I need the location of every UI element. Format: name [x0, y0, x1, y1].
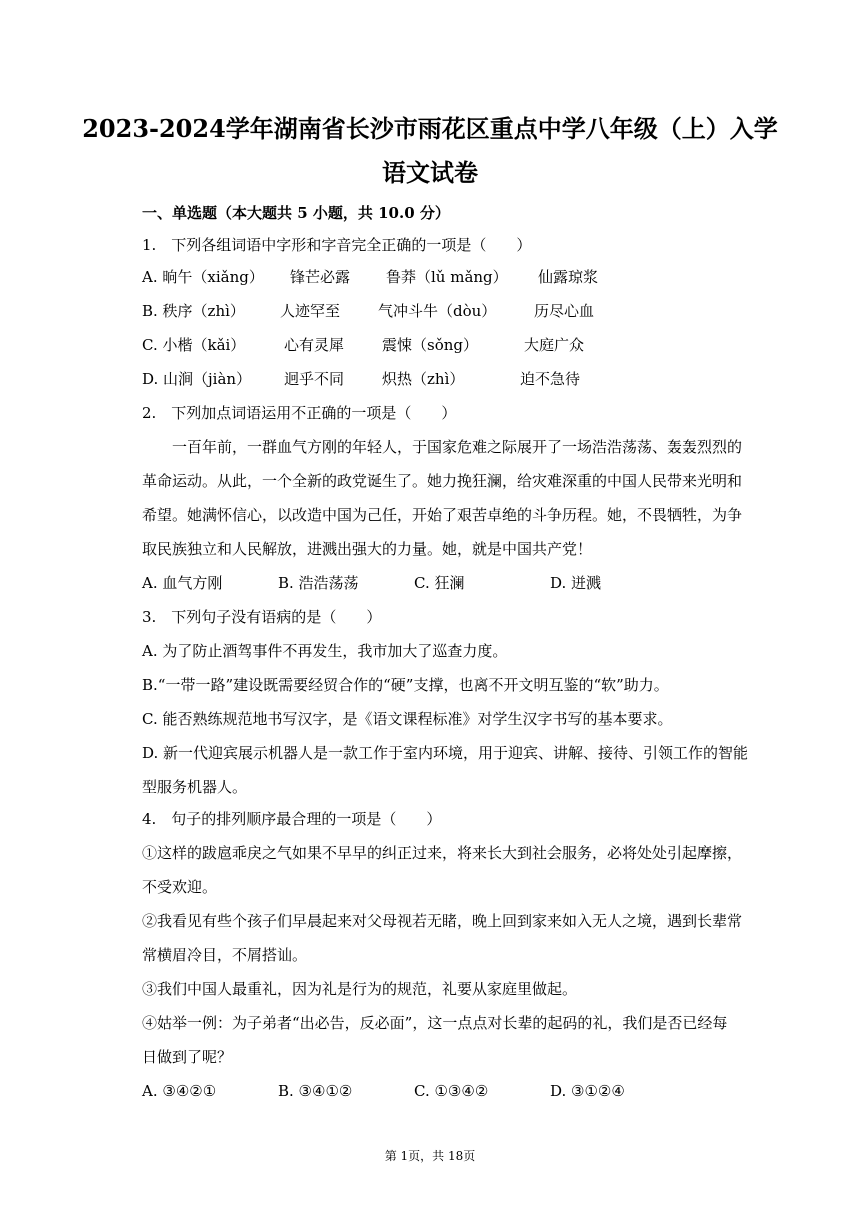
- question-3-stem: 3. 下列句子没有语病的是（ ）: [142, 608, 382, 626]
- q1-option-a-4: 仙露琼浆: [538, 268, 599, 286]
- q1-option-d-1: D. 山涧（jiàn）: [142, 370, 252, 388]
- q4-sentence-2: ②我看见有些个孩子们早晨起来对父母视若无睹，晚上回到家来如入无人之境，遇到长辈常: [142, 912, 743, 930]
- q4-sentence-4: ④姑举一例：为子弟者“出必告，反必面”，这一点点对长辈的起码的礼，我们是否已经每: [142, 1014, 728, 1032]
- q1-option-a-2: 锋芒必露: [290, 268, 351, 286]
- q1-option-b-1: B. 秩序（zhì）: [142, 302, 245, 320]
- q4-option-c: C. ①③④②: [414, 1082, 489, 1100]
- q1-option-a-3: 鲁莽（lǔ mǎng）: [386, 268, 508, 286]
- q1-option-d-2: 迥乎不同: [284, 370, 345, 388]
- q4-sentence-2-cont: 常横眉冷目，不屑搭讪。: [142, 946, 308, 964]
- question-2-stem: 2. 下列加点词语运用不正确的一项是（ ）: [142, 404, 457, 422]
- q2-option-c: C. 狂澜: [414, 574, 465, 592]
- q4-option-b: B. ③④①②: [278, 1082, 353, 1100]
- q2-option-d: D. 迸溅: [550, 574, 602, 592]
- exam-title-line1: 2023-2024学年湖南省长沙市雨花区重点中学八年级（上）入学: [82, 114, 778, 143]
- q1-option-b-2: 人迹罕至: [280, 302, 341, 320]
- q2-passage-line-2: 革命运动。从此，一个全新的政党诞生了。她力挽狂澜，给灾难深重的中国人民带来光明和: [142, 472, 743, 490]
- q3-option-a: A. 为了防止酒驾事件不再发生，我市加大了巡查力度。: [142, 642, 508, 660]
- q1-option-a-1: A. 晌午（xiǎng）: [142, 268, 264, 286]
- q1-option-b-3: 气冲斗牛（dòu）: [378, 302, 497, 320]
- q2-passage-line-1: 一百年前，一群血气方刚的年轻人，于国家危难之际展开了一场浩浩荡荡、轰轰烈烈的: [142, 438, 743, 456]
- q1-option-d-3: 炽热（zhì）: [382, 370, 465, 388]
- q4-sentence-1: ①这样的跋扈乖戾之气如果不早早的纠正过来，将来长大到社会服务，必将处处引起摩擦，: [142, 844, 743, 862]
- q3-option-d: D. 新一代迎宾展示机器人是一款工作于室内环境，用于迎宾、讲解、接待、引领工作的智能: [142, 744, 749, 762]
- q3-option-c: C. 能否熟练规范地书写汉字，是《语文课程标准》对学生汉字书写的基本要求。: [142, 710, 673, 728]
- question-1-stem: 1. 下列各组词语中字形和字音完全正确的一项是（ ）: [142, 236, 532, 254]
- q2-option-b: B. 浩浩荡荡: [278, 574, 359, 592]
- page-footer: 第 1页，共 18页: [384, 1149, 476, 1163]
- q4-sentence-1-cont: 不受欢迎。: [142, 878, 218, 896]
- q1-option-d-4: 迫不急待: [520, 370, 581, 388]
- q4-option-a: A. ③④②①: [142, 1082, 217, 1100]
- q1-option-b-4: 历尽心血: [534, 302, 595, 320]
- q1-option-c-2: 心有灵犀: [284, 336, 345, 354]
- q1-option-c-4: 大庭广众: [524, 336, 585, 354]
- q3-option-d-cont: 型服务机器人。: [142, 778, 248, 796]
- exam-title-line2: 语文试卷: [382, 158, 478, 187]
- q4-sentence-4-cont: 日做到了呢？: [142, 1048, 233, 1066]
- q4-sentence-3: ③我们中国人最重礼，因为礼是行为的规范，礼要从家庭里做起。: [142, 980, 578, 998]
- q4-option-d: D. ③①②④: [550, 1082, 625, 1100]
- q2-option-a: A. 血气方刚: [142, 574, 223, 592]
- question-4-stem: 4. 句子的排列顺序最合理的一项是（ ）: [142, 810, 442, 828]
- q3-option-b: B.“一带一路”建设既需要经贸合作的“硬”支撑，也离不开文明互鉴的“软”助力。: [142, 676, 669, 694]
- q2-passage-line-4: 取民族独立和人民解放，进溅出强大的力量。她，就是中国共产党！: [142, 540, 593, 558]
- q1-option-c-3: 震悚（sǒng）: [382, 336, 478, 354]
- section-heading: 一、单选题（本大题共 5 小题，共 10.0 分）: [142, 204, 450, 222]
- q1-option-c-1: C. 小楷（kǎi）: [142, 336, 246, 354]
- q2-passage-line-3: 希望。她满怀信心，以改造中国为己任，开始了艰苦卓绝的斗争历程。她，不畏牺牲，为争: [142, 506, 743, 524]
